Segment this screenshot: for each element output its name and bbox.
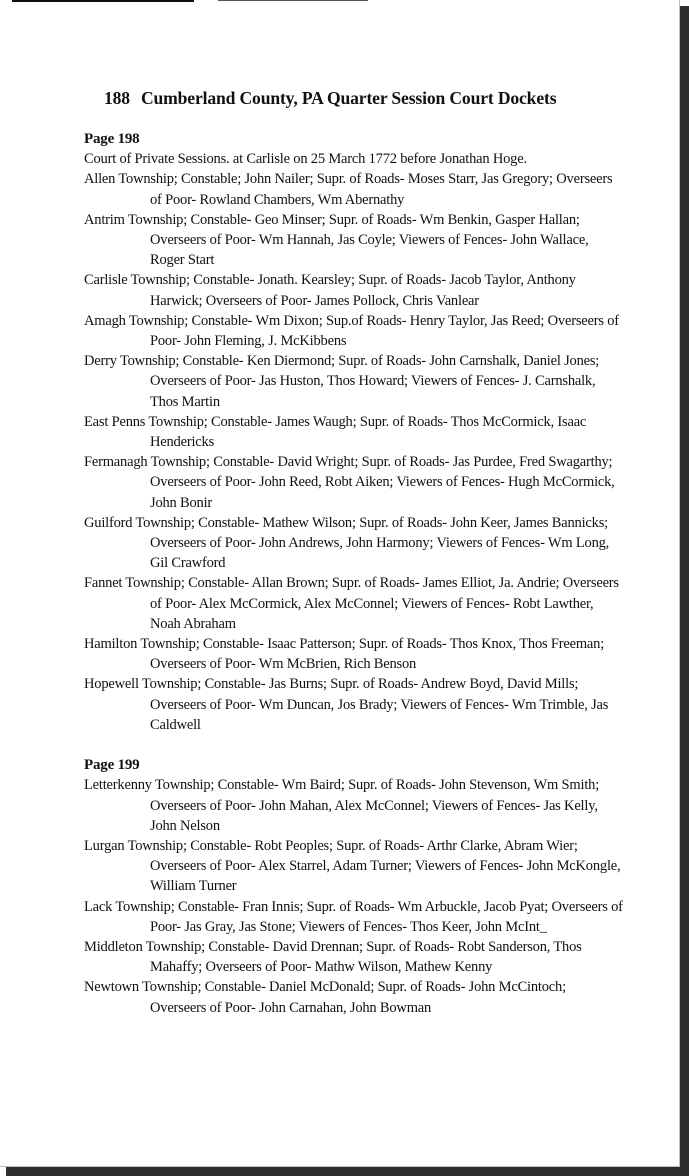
- scan-top-rule: [12, 0, 194, 2]
- section-page-198: [84, 129, 624, 735]
- page-shadow-right: [680, 6, 689, 1176]
- section-label: Page 198: [84, 131, 140, 147]
- scan-top-rule-faint: [218, 0, 368, 1]
- township-entry: Derry Township; Constable- Ken Diermond; Supr. of Roads- John Carnshalk, Daniel Jones; Overseers of Poor- Jas Huston, Thos Howard; Viewers of Fences- J. Carnshalk, Thos Martin: [84, 353, 600, 410]
- township-entry: Antrim Township; Constable- Geo Minser; Supr. of Roads- Wm Benkin, Gasper Hallan; Overseers of Poor- Wm Hannah, Jas Coyle; Viewers of Fences- John Wallace, Roger Start: [84, 211, 589, 269]
- township-entry: Guilford Township; Constable- Mathew Wilson; Supr. of Roads- John Keer, James Bannicks; Overseers of Poor- John Andrews, John Harmony; Viewers of Fences- Wm Long, Gil Crawford: [84, 514, 610, 572]
- township-entry: Hopewell Township; Constable- Jas Burns; Supr. of Roads- Andrew Boyd, David Mills; Overseers of Poor- Wm Duncan, Jos Brady; Viewers of Fences- Wm Trimble, Jas Caldwell: [84, 676, 609, 733]
- township-entry: Lack Township; Constable- Fran Innis; Supr. of Roads- Wm Arbuckle, Jacob Pyat; Overseers of Poor- Jas Gray, Jas Stone; Viewers of Fences- Thos Keer, John McInt_: [84, 898, 623, 935]
- section-page-199: [84, 755, 624, 1018]
- township-entry: Middleton Township; Constable- David Drennan; Supr. of Roads- Robt Sanderson, Thos Mahaffy; Overseers of Poor- Mathw Wilson, Mathew Kenny: [84, 938, 582, 976]
- page-shadow-bottom: [6, 1167, 689, 1176]
- township-entry: East Penns Township; Constable- James Waugh; Supr. of Roads- Thos McCormick, Isaac Hendericks: [84, 413, 587, 451]
- township-entry: Hamilton Township; Constable- Isaac Patterson; Supr. of Roads- Thos Knox, Thos Freeman; Overseers of Poor- Wm McBrien, Rich Benson: [84, 636, 605, 673]
- township-entry: Amagh Township; Constable- Wm Dixon; Sup.of Roads- Henry Taylor, Jas Reed; Overseers of Poor- John Fleming, J. McKibbens: [84, 312, 619, 350]
- section-label: Page 199: [84, 757, 140, 774]
- township-entry: Carlisle Township; Constable- Jonath. Kearsley; Supr. of Roads- Jacob Taylor, Anthony Harwick; Overseers of Poor- James Pollock, Chris Vanlear: [84, 272, 576, 309]
- book-title: Cumberland County, PA Quarter Session Court Dockets: [140, 88, 557, 108]
- township-entry: Newtown Township; Constable- Daniel McDonald; Supr. of Roads- John McCintoch; Overseers of Poor- John Carnahan, John Bowman: [84, 979, 566, 1016]
- running-header: [104, 88, 556, 109]
- page-number: 188: [104, 88, 130, 108]
- township-entry: Fannet Township; Constable- Allan Brown; Supr. of Roads- James Elliot, Ja. Andrie; Overseers of Poor- Alex McCormick, Alex McConnel; Viewers of Fences- Robt Lawther, Noah Abraham: [84, 575, 619, 632]
- township-entry: Lurgan Township; Constable- Robt Peoples; Supr. of Roads- Arthr Clarke, Abram Wier; Overseers of Poor- Alex Starrel, Adam Turner; Viewers of Fences- John McKongle, William Turner: [84, 837, 621, 895]
- document-body: [84, 129, 624, 1018]
- township-entry: Allen Township; Constable; John Nailer; Supr. of Roads- Moses Starr, Jas Gregory; Overseers of Poor- Rowland Chambers, Wm Abernathy: [84, 171, 613, 208]
- section-intro: Court of Private Sessions. at Carlisle on 25 March 1772 before Jonathan Hoge.: [84, 151, 527, 168]
- township-entry: Letterkenny Township; Constable- Wm Baird; Supr. of Roads- John Stevenson, Wm Smith; Overseers of Poor- John Mahan, Alex McConnel; Viewers of Fences- Jas Kelly, John Nelson: [84, 777, 600, 834]
- township-entry: Fermanagh Township; Constable- David Wright; Supr. of Roads- Jas Purdee, Fred Swagarthy; Overseers of Poor- John Reed, Robt Aiken; Viewers of Fences- Hugh McCormick, John Bonir: [84, 454, 615, 511]
